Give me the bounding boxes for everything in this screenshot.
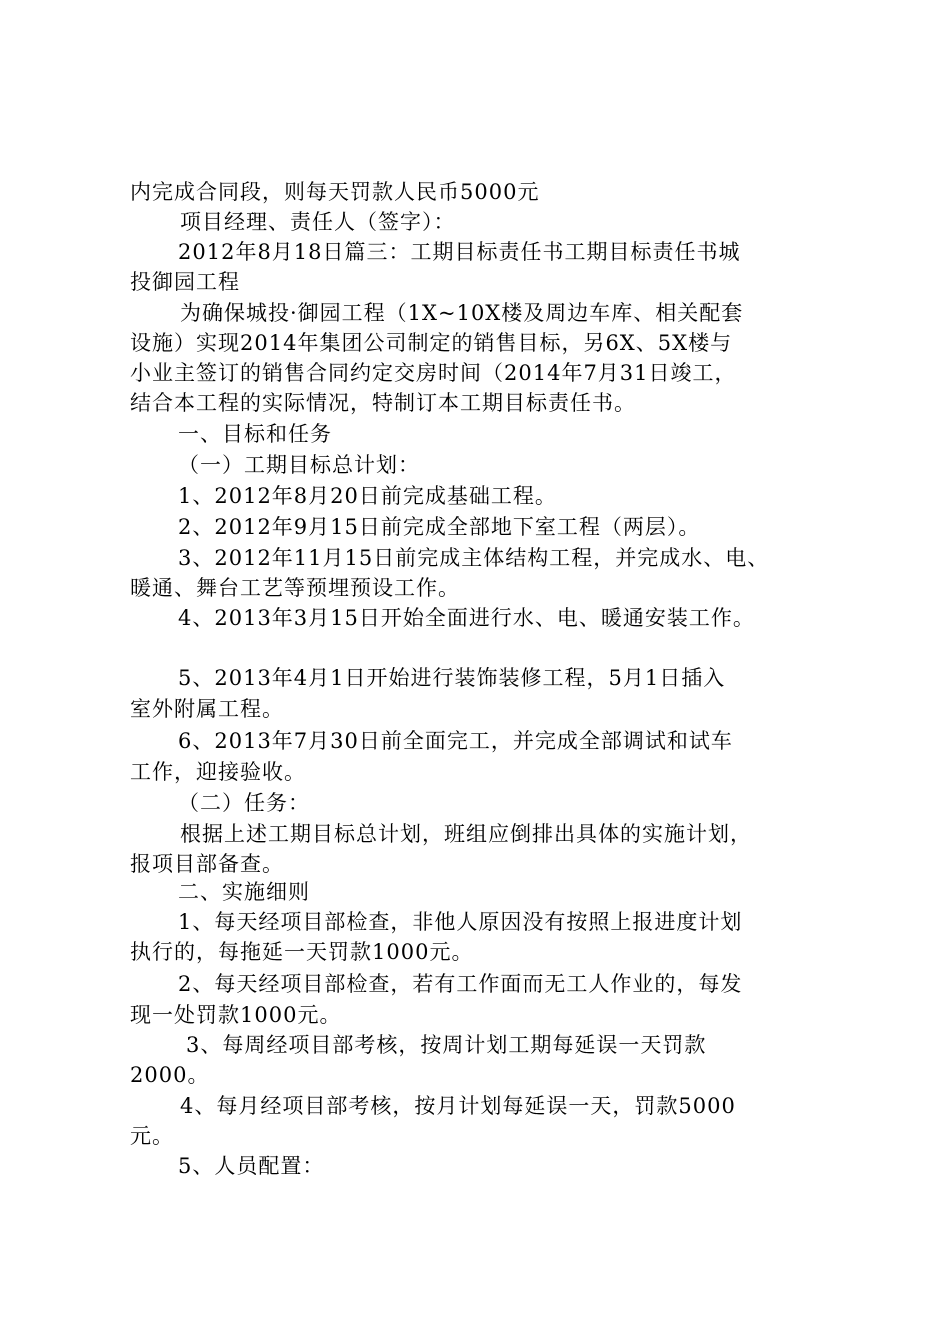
section-heading: 二、实施细则 xyxy=(178,880,310,904)
text-line: 内完成合同段，则每天罚款人民币5000元 xyxy=(130,180,540,204)
text-line: 投御园工程 xyxy=(130,270,240,294)
text-line: 报项目部备查。 xyxy=(130,852,284,876)
text-line: 设施）实现2014年集团公司制定的销售目标，另6X、5X楼与 xyxy=(130,331,733,355)
list-item: 5、人员配置： xyxy=(178,1154,325,1178)
list-item: 1、每天经项目部检查，非他人原因没有按照上报进度计划 xyxy=(178,910,743,934)
text-line: 为确保城投·御园工程（1X~10X楼及周边车库、相关配套 xyxy=(180,301,744,325)
text-line: 执行的，每拖延一天罚款1000元。 xyxy=(130,940,474,964)
signature-line: 项目经理、责任人（签字）： xyxy=(180,210,456,234)
text-line: 室外附属工程。 xyxy=(130,697,284,721)
list-item: 2、每天经项目部检查，若有工作面而无工人作业的，每发 xyxy=(178,972,743,996)
list-item: 1、2012年8月20日前完成基础工程。 xyxy=(178,484,557,508)
list-item: 2、2012年9月15日前完成全部地下室工程（两层）。 xyxy=(178,515,701,539)
list-item: 6、2013年7月30日前全面完工，并完成全部调试和试车 xyxy=(178,729,733,753)
text-line: 暖通、舞台工艺等预埋预设工作。 xyxy=(130,576,460,600)
subsection-heading: （二）任务： xyxy=(178,791,310,815)
date-heading-line: 2012年8月18日篇三：工期目标责任书工期目标责任书城 xyxy=(178,240,741,264)
list-item: 4、每月经项目部考核，按月计划每延误一天，罚款5000 xyxy=(180,1094,736,1118)
list-item: 3、每周经项目部考核，按周计划工期每延误一天罚款 xyxy=(186,1033,707,1057)
text-line: 小业主签订的销售合同约定交房时间（2014年7月31日竣工， xyxy=(130,361,737,385)
list-item: 5、2013年4月1日开始进行装饰装修工程，5月1日插入 xyxy=(178,666,726,690)
text-line: 2000。 xyxy=(130,1063,210,1087)
text-line: 现一处罚款1000元。 xyxy=(130,1003,342,1027)
text-line: 根据上述工期目标总计划，班组应倒排出具体的实施计划， xyxy=(180,822,752,846)
section-heading: 一、目标和任务 xyxy=(178,422,332,446)
list-item: 3、2012年11月15日前完成主体结构工程，并完成水、电、 xyxy=(178,546,770,570)
subsection-heading: （一）工期目标总计划： xyxy=(178,453,420,477)
text-line: 结合本工程的实际情况，特制订本工期目标责任书。 xyxy=(130,391,636,415)
text-line: 元。 xyxy=(130,1124,174,1148)
text-line: 工作，迎接验收。 xyxy=(130,760,306,784)
list-item: 4、2013年3月15日开始全面进行水、电、暖通安装工作。 xyxy=(178,606,755,630)
